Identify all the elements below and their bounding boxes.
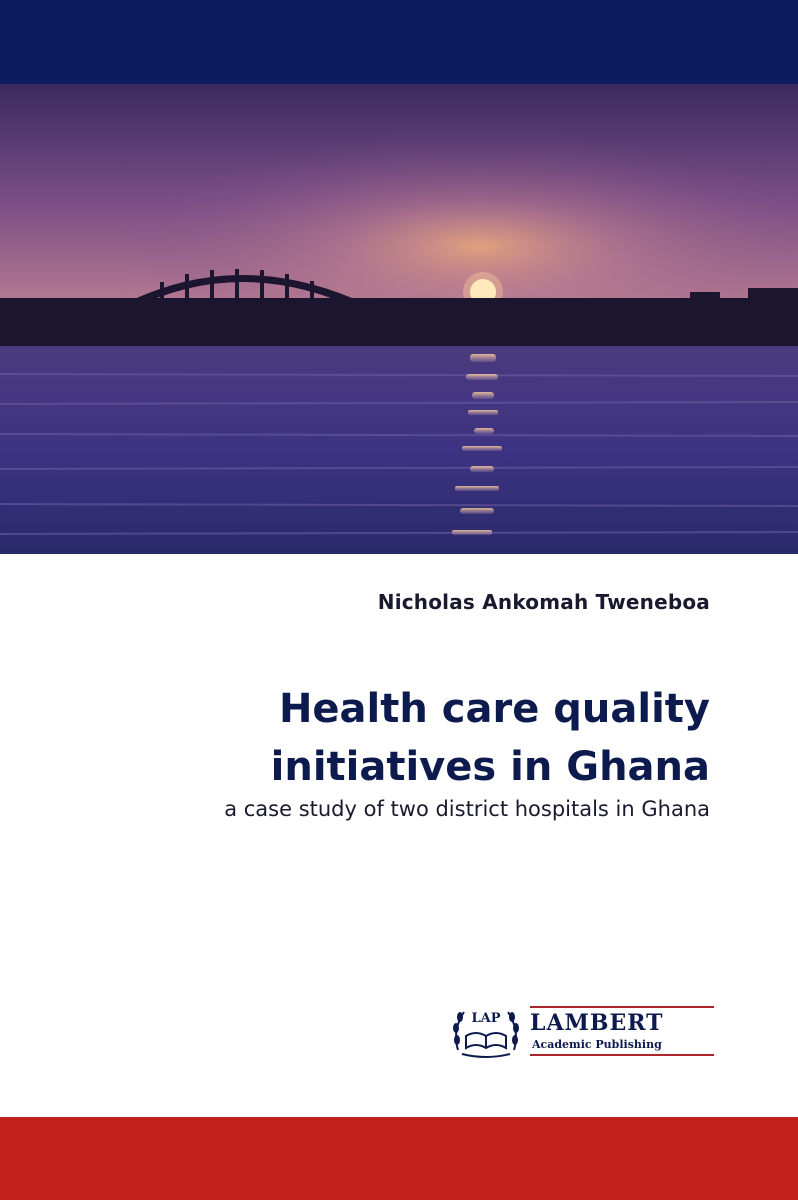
publisher-name: LAMBERT [530, 1010, 664, 1036]
publisher-tagline: Academic Publishing [532, 1038, 662, 1051]
publisher-rule-top [530, 1006, 714, 1008]
lap-seal-icon [450, 1000, 522, 1062]
water [0, 346, 798, 554]
book-title: Health care quality initiatives in Ghana [270, 686, 710, 790]
publisher-rule-bottom [530, 1054, 714, 1056]
svg-text:LAP: LAP [471, 1011, 501, 1026]
author-name: Nicholas Ankomah Tweneboa [377, 590, 710, 614]
publisher-logo [450, 1000, 720, 1062]
bottom-color-band [0, 1117, 798, 1200]
book-subtitle: a case study of two district hospitals in Ghana [224, 797, 710, 821]
cover-photo-sunset-bridge [0, 84, 798, 554]
top-color-band [0, 0, 798, 84]
